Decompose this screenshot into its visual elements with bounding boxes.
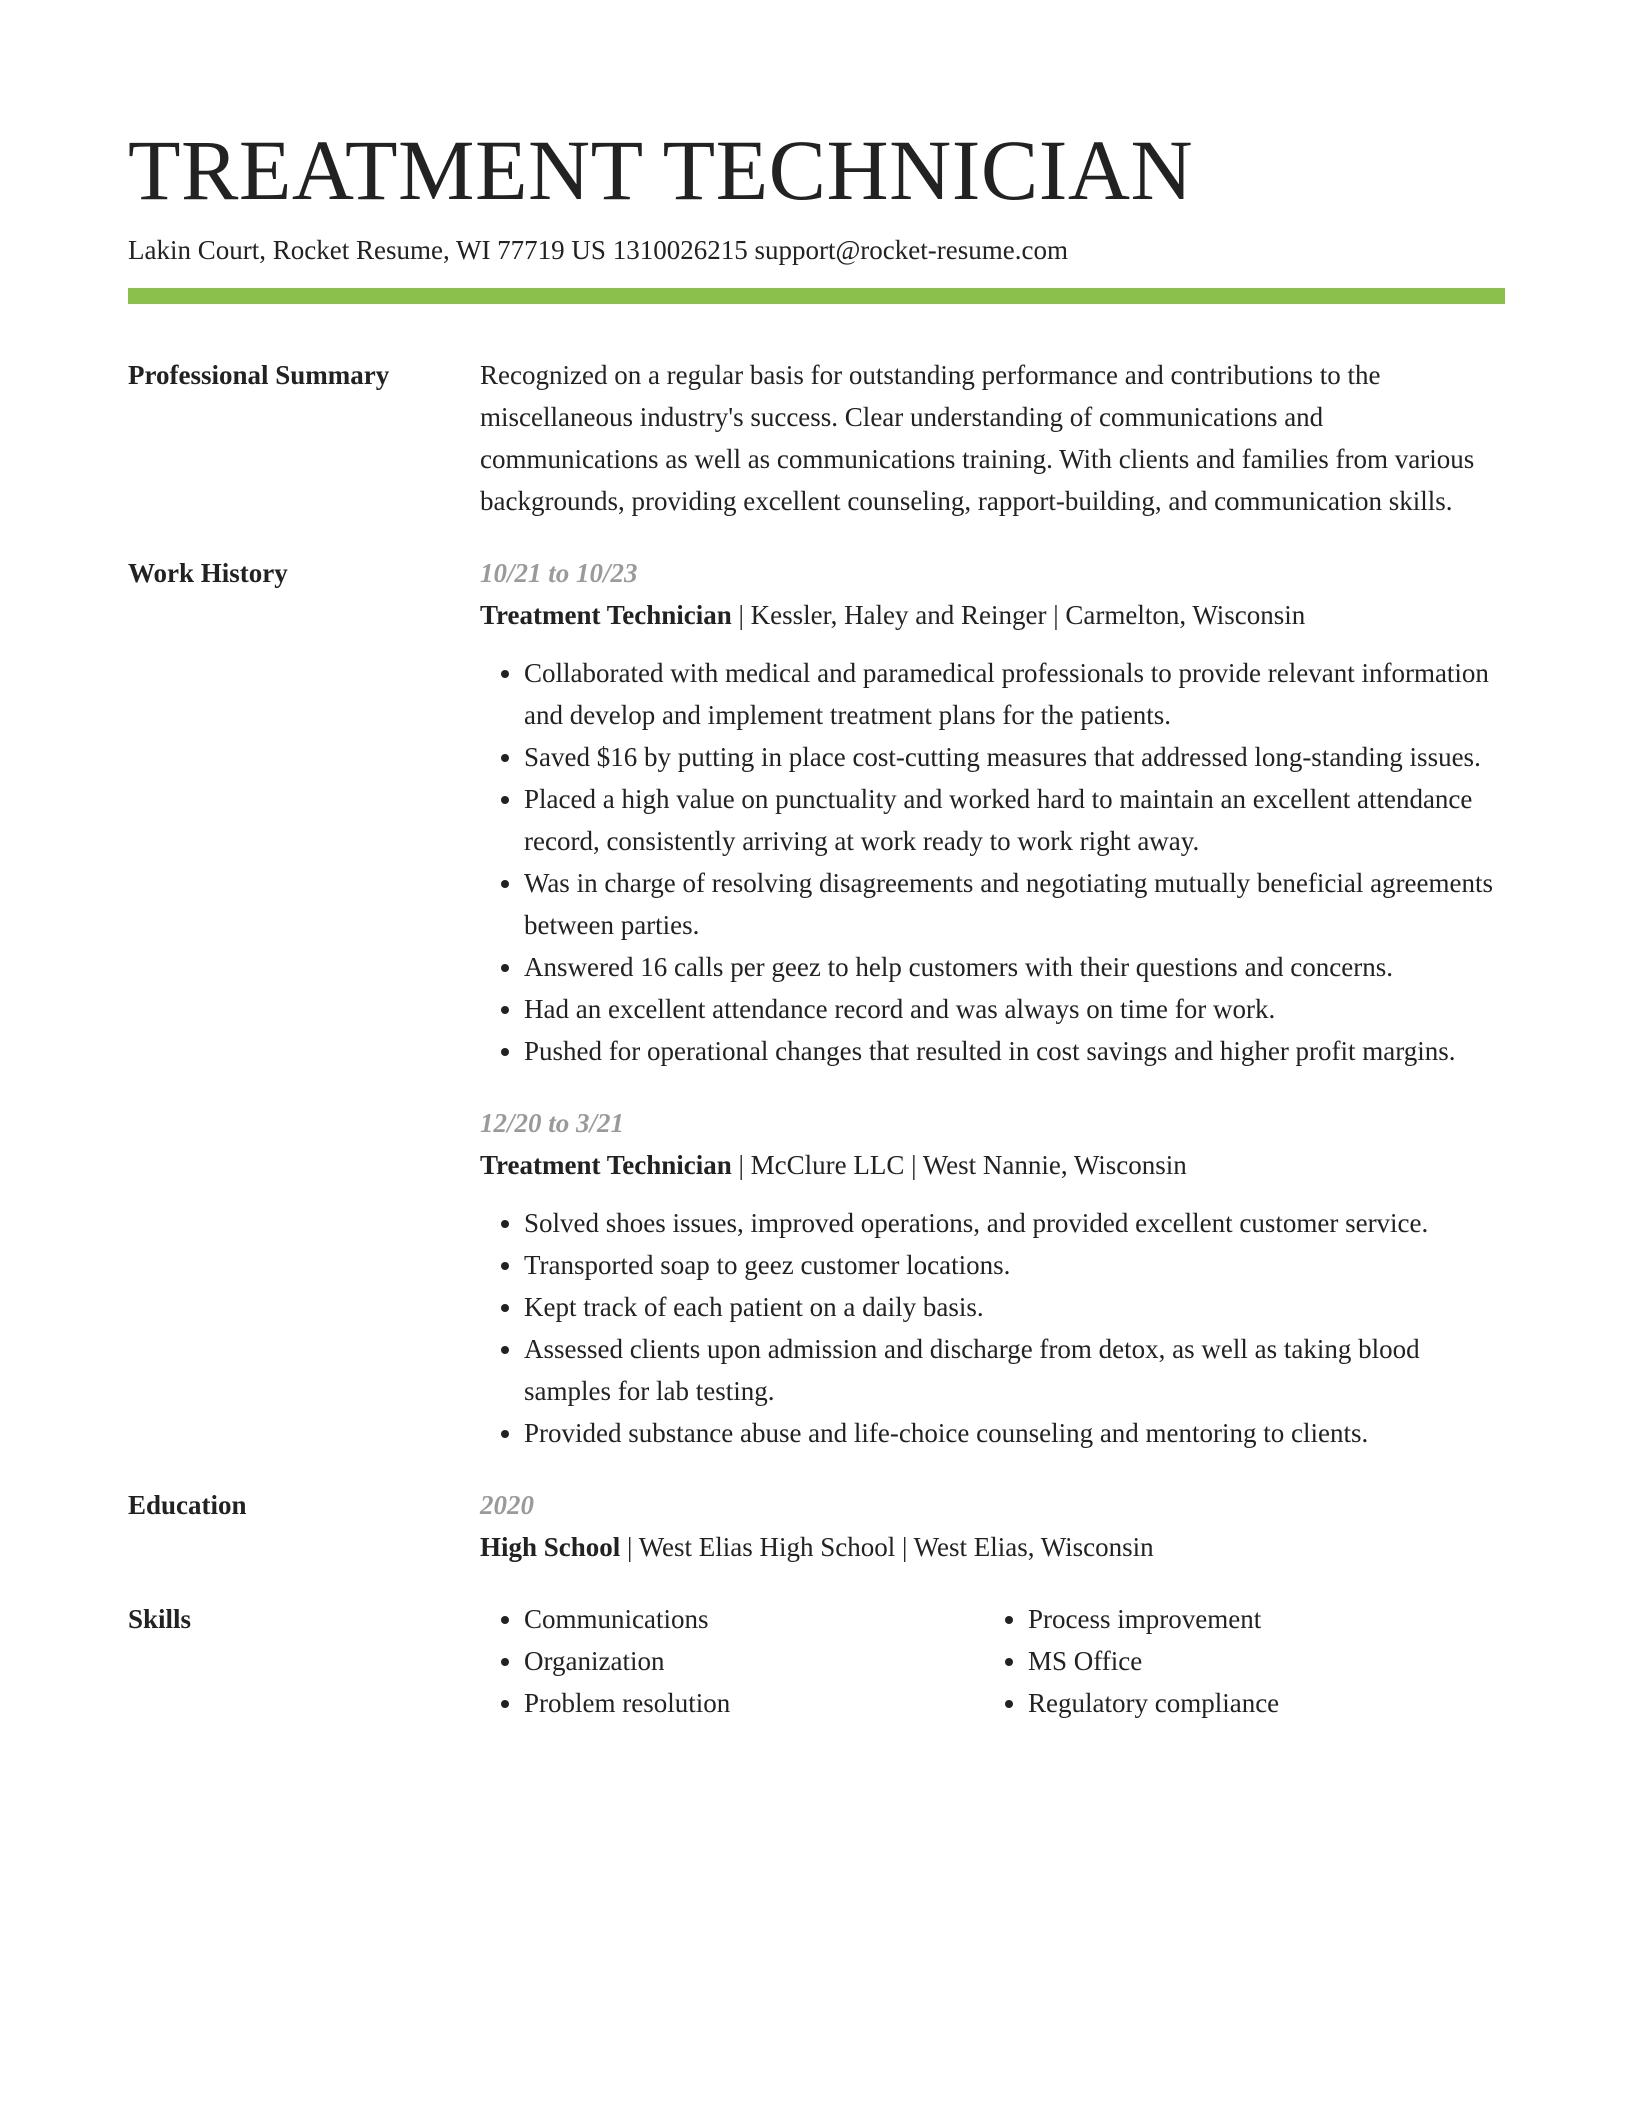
skill-item: • Problem resolution [524,1682,984,1724]
job-bullets [480,1202,1505,1454]
job-entry [480,1102,1505,1454]
job-title: Treatment Technician [480,600,732,630]
job-bullet: • Placed a high value on punctuality and worked hard to maintain an excellent attendance record, consistently arriving at work ready to work right away. [524,778,1505,862]
education-heading: Education [128,1490,247,1520]
job-heading [480,594,1505,636]
contact-line: Lakin Court, Rocket Resume, WI 77719 US 1310026215 support@rocket-resume.com [128,235,1068,265]
education-details: | West Elias High School | West Elias, Wisconsin [620,1532,1154,1562]
skills-section [128,1598,1505,1724]
job-bullet: • Kept track of each patient on a daily basis. [524,1286,1505,1328]
skill-item: • Regulatory compliance [1028,1682,1488,1724]
skill-item: • Communications [524,1598,984,1640]
job-bullet: • Provided substance abuse and life-choice counseling and mentoring to clients. [524,1412,1505,1454]
job-bullet: • Saved $16 by putting in place cost-cutting measures that addressed long-standing issues. [524,736,1505,778]
job-heading [480,1144,1505,1186]
job-bullet: • Had an excellent attendance record and was always on time for work. [524,988,1505,1030]
job-bullet: • Answered 16 calls per geez to help customers with their questions and concerns. [524,946,1505,988]
skill-item: • Process improvement [1028,1598,1488,1640]
job-entry [480,552,1505,1072]
job-details: | McClure LLC | West Nannie, Wisconsin [731,1150,1187,1180]
job-title: Treatment Technician [480,1150,732,1180]
skills-columns [480,1598,1505,1724]
education-degree: High School [480,1532,621,1562]
work-history-body [480,552,1505,1454]
job-bullet: • Transported soap to geez customer locations. [524,1244,1505,1286]
job-dates: 10/21 to 10/23 [480,558,638,588]
skills-list-left [480,1598,984,1724]
education-section [128,1484,1505,1568]
job-bullet: • Solved shoes issues, improved operations, and provided excellent customer service. [524,1202,1505,1244]
education-year: 2020 [480,1490,534,1520]
candidate-name: TREATMENT TECHNICIAN [128,122,1194,218]
skill-item: • Organization [524,1640,984,1682]
education-heading-line [480,1526,1505,1568]
summary-heading: Professional Summary [128,360,390,390]
summary-text: Recognized on a regular basis for outstanding performance and contributions to the miscellaneous industry's success. Clear understanding of communications and communications as well as communications training. With clients and families from various backgrounds, providing excellent counseling, rapport-building, and communication skills. [480,360,1475,516]
work-history-heading: Work History [128,558,288,588]
job-bullets [480,652,1505,1072]
education-body [480,1484,1505,1568]
summary-section [128,354,1505,522]
skill-item: • MS Office [1028,1640,1488,1682]
skills-heading: Skills [128,1604,192,1634]
job-details: | Kessler, Haley and Reinger | Carmelton, Wisconsin [731,600,1306,630]
job-bullet: • Collaborated with medical and paramedical professionals to provide relevant information and develop and implement treatment plans for the patients. [524,652,1505,736]
work-history-section [128,552,1505,1454]
job-bullet: • Assessed clients upon admission and discharge from detox, as well as taking blood samples for lab testing. [524,1328,1505,1412]
skills-list-right [984,1598,1488,1724]
job-bullet: • Was in charge of resolving disagreements and negotiating mutually beneficial agreements between parties. [524,862,1505,946]
skills-body [480,1598,1505,1724]
resume-page [128,118,1505,1724]
job-dates: 12/20 to 3/21 [480,1108,625,1138]
job-bullet: • Pushed for operational changes that resulted in cost savings and higher profit margins. [524,1030,1505,1072]
accent-divider [128,288,1505,304]
